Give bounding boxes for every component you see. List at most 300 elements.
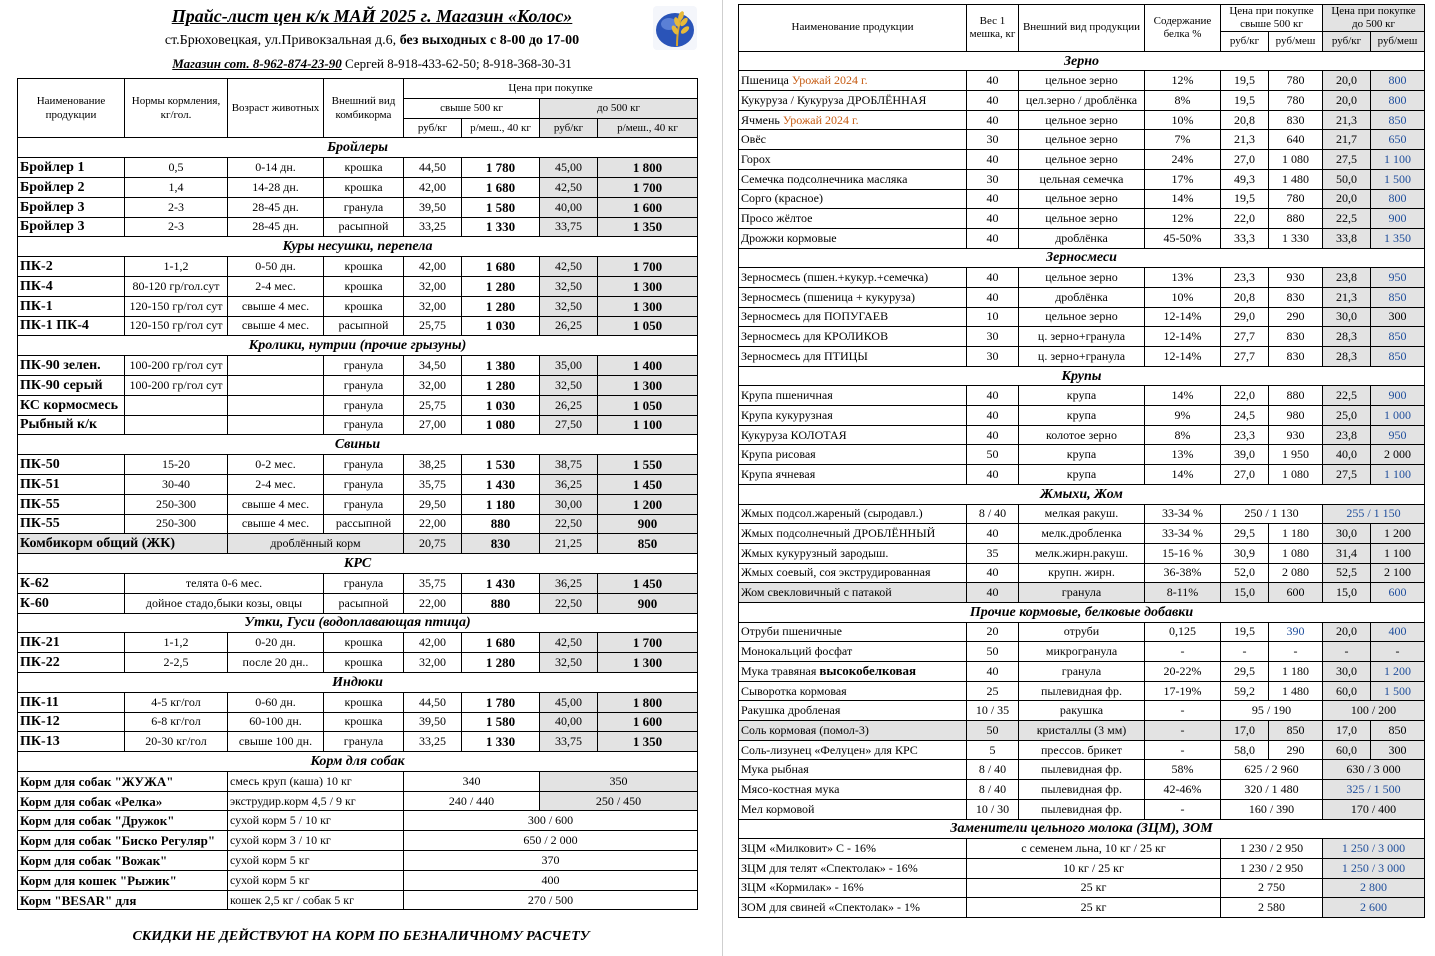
bag-weight: 30 — [967, 169, 1019, 189]
price-over: 340 — [404, 771, 540, 791]
product-row — [739, 760, 1425, 780]
price-over-kg: 27,0 — [1221, 465, 1269, 485]
bag-weight: 40 — [967, 150, 1019, 170]
product-name — [739, 662, 967, 682]
product-form: цельное зерно — [1019, 71, 1145, 91]
protein-content: 42-46% — [1145, 780, 1221, 800]
feed-form: гранула — [324, 197, 404, 217]
feed-row — [18, 732, 698, 752]
price-under-kg: 15,0 — [1323, 583, 1371, 603]
price-under-bag: 850 — [1371, 287, 1425, 307]
col-rubkg2-header: руб/кг — [540, 118, 598, 138]
product-name-text: Кукуруза / Кукуруза ДРОБЛЁННАЯ — [741, 92, 927, 107]
product-name — [739, 307, 967, 327]
price-over-kg: 35,75 — [404, 573, 462, 593]
product-name-text: Пшеница — [741, 73, 792, 88]
feed-row — [18, 415, 698, 435]
price-over-bag: 1 680 — [462, 633, 540, 653]
pet-food-row — [18, 890, 698, 910]
price-over-bag: 1 180 — [1269, 524, 1323, 544]
protein-content: - — [1145, 721, 1221, 741]
price-over-bag: 1 030 — [462, 316, 540, 336]
price-under-kg: 21,3 — [1323, 287, 1371, 307]
bag-weight: 8 / 40 — [967, 504, 1019, 524]
price-over-kg: 32,00 — [404, 276, 462, 296]
price-over-kg: 44,50 — [404, 158, 462, 178]
price-over-kg: 27,7 — [1221, 347, 1269, 367]
product-form: крупн. жирн. — [1019, 563, 1145, 583]
product-name — [739, 91, 967, 111]
price-over-bag: 2 080 — [1269, 563, 1323, 583]
price-over-kg: 35,75 — [404, 474, 462, 494]
feed-form: гранула — [324, 455, 404, 475]
price-under-bag: 1 400 — [598, 356, 698, 376]
price-under: 255 / 1 150 — [1323, 504, 1425, 524]
protein-content: 36-38% — [1145, 563, 1221, 583]
pet-food-row — [18, 851, 698, 871]
price-over-kg: 42,00 — [404, 177, 462, 197]
price-under-kg: 32,50 — [540, 375, 598, 395]
product-name: ПК-90 серый — [18, 375, 125, 395]
price-under-kg: 40,0 — [1323, 445, 1371, 465]
product-form: цельное зерно — [1019, 268, 1145, 288]
protein-content: 9% — [1145, 406, 1221, 426]
price-over-bag: 1 380 — [462, 356, 540, 376]
price-under-bag: 1 350 — [598, 217, 698, 237]
product-form: цельное зерно — [1019, 307, 1145, 327]
product-row — [739, 721, 1425, 741]
feed-price-table — [17, 78, 698, 910]
feed-norm: 1-1,2 — [125, 257, 228, 277]
r-col-rubkg-header: руб/кг — [1221, 32, 1269, 52]
product-name: ПК-90 зелен. — [18, 356, 125, 376]
product-form: пылевидная фр. — [1019, 760, 1145, 780]
feed-form: гранула — [324, 375, 404, 395]
product-name — [739, 740, 967, 760]
feed-norm: 250-300 — [125, 514, 228, 534]
protein-content: 10% — [1145, 287, 1221, 307]
product-name: Корм для собак "Биско Регуляр" — [18, 831, 228, 851]
protein-content: 58% — [1145, 760, 1221, 780]
price-over-bag: 830 — [462, 534, 540, 554]
price: 300 / 600 — [404, 811, 698, 831]
other-phones: Сергей 8-918-433-62-50; 8-918-368-30-31 — [341, 56, 572, 71]
price-over-kg: 22,0 — [1221, 386, 1269, 406]
price-over: 1 230 / 2 950 — [1221, 839, 1323, 859]
product-row — [739, 583, 1425, 603]
price-under-bag: 1 100 — [598, 415, 698, 435]
price-over-bag: 850 — [1269, 721, 1323, 741]
feed-row — [18, 633, 698, 653]
product-name: Бройлер 3 — [18, 217, 125, 237]
price-over-bag: 1 080 — [462, 415, 540, 435]
price-over-bag: 830 — [1269, 110, 1323, 130]
feed-norm: 100-200 гр/гол сут — [125, 356, 228, 376]
price-over-bag: 1 580 — [462, 712, 540, 732]
price-under-kg: 20,0 — [1323, 189, 1371, 209]
product-form: ракушка — [1019, 701, 1145, 721]
price-under-bag: 1 200 — [1371, 524, 1425, 544]
price-under-bag: 1 700 — [598, 257, 698, 277]
protein-content: 7% — [1145, 130, 1221, 150]
feed-form: дроблённый корм — [228, 534, 404, 554]
product-name: ПК-50 — [18, 455, 125, 475]
price-under-bag: 1 600 — [598, 712, 698, 732]
product-name — [739, 71, 967, 91]
price-under-kg: 22,50 — [540, 514, 598, 534]
product-name: ПК-55 — [18, 514, 125, 534]
product-name — [739, 465, 967, 485]
price-over-bag: 880 — [1269, 209, 1323, 229]
protein-content: 14% — [1145, 189, 1221, 209]
product-name: ЗЦМ «Кормилак» - 16% — [739, 878, 967, 898]
price-under-bag: 900 — [1371, 386, 1425, 406]
product-row — [739, 347, 1425, 367]
price-over-kg: 27,00 — [404, 415, 462, 435]
price-under-kg: 20,0 — [1323, 91, 1371, 111]
feed-row — [18, 177, 698, 197]
product-form: мелк.жирн.ракуш. — [1019, 543, 1145, 563]
product-name: К-62 — [18, 573, 125, 593]
price-under-kg: 31,4 — [1323, 543, 1371, 563]
price-over-bag: 1 280 — [462, 276, 540, 296]
product-form: крупа — [1019, 406, 1145, 426]
product-row — [739, 504, 1425, 524]
price-under-kg: 52,5 — [1323, 563, 1371, 583]
section-title: Заменители цельного молока (ЗЦМ), ЗОМ — [739, 819, 1425, 839]
product-form: пылевидная фр. — [1019, 780, 1145, 800]
product-name-text: Крупа ячневая — [741, 466, 816, 481]
price: 270 / 500 — [404, 890, 698, 910]
product-row — [739, 799, 1425, 819]
price-under-bag: 650 — [1371, 130, 1425, 150]
price-under-kg: 22,5 — [1323, 386, 1371, 406]
price-over-bag: 1 180 — [462, 494, 540, 514]
product-name — [739, 760, 967, 780]
animal-age: свыше 4 мес. — [228, 514, 324, 534]
col-norm-header: Нормы кормления, кг/гол. — [125, 79, 228, 138]
address-text: ст.Брюховецкая, ул.Привокзальная д.6, — [164, 33, 400, 48]
price-over-kg: 58,0 — [1221, 740, 1269, 760]
r-col-weight-header: Вес 1 мешка, кг — [967, 5, 1019, 52]
price-under-bag: 1 050 — [598, 395, 698, 415]
product-name — [739, 780, 967, 800]
product-name-text: Жмых подсол.жареный (сыродавл.) — [741, 506, 923, 521]
product-name: ЗЦМ для телят «Спектолак» - 16% — [739, 858, 967, 878]
price-over: 240 / 440 — [404, 791, 540, 811]
page-divider — [722, 0, 723, 956]
price-under-kg: 42,50 — [540, 257, 598, 277]
product-name — [739, 169, 967, 189]
product-name — [739, 347, 967, 367]
product-name — [739, 327, 967, 347]
animal-age: свыше 100 дн. — [228, 732, 324, 752]
feed-form: крошка — [324, 633, 404, 653]
price-under: 2 800 — [1323, 878, 1425, 898]
product-name — [739, 701, 967, 721]
feed-row — [18, 257, 698, 277]
product-name: Корм "BESAR" для — [18, 890, 228, 910]
price-under: 630 / 3 000 — [1323, 760, 1425, 780]
price-over-bag: 830 — [1269, 327, 1323, 347]
price-over-kg: 22,00 — [404, 514, 462, 534]
price-under-bag: 1 450 — [598, 474, 698, 494]
bag-weight: 30 — [967, 347, 1019, 367]
price-over: 1 230 / 2 950 — [1221, 858, 1323, 878]
animal-age — [228, 415, 324, 435]
product-name — [739, 406, 967, 426]
product-row — [739, 307, 1425, 327]
feed-row — [18, 296, 698, 316]
price: 650 / 2 000 — [404, 831, 698, 851]
section-title: Зерносмеси — [739, 248, 1425, 268]
price-over-kg: 19,5 — [1221, 71, 1269, 91]
product-name-text: Жом свекловичный с патакой — [741, 585, 892, 600]
bag-weight: 40 — [967, 287, 1019, 307]
feed-form: крошка — [324, 692, 404, 712]
price-over-bag: 830 — [1269, 347, 1323, 367]
bag-weight: 40 — [967, 662, 1019, 682]
product-row — [739, 780, 1425, 800]
product-name-text: Мясо-костная мука — [741, 781, 840, 796]
pet-food-row — [18, 870, 698, 890]
price-under-kg: 27,50 — [540, 415, 598, 435]
product-form: ц. зерно+гранула — [1019, 327, 1145, 347]
price-under-bag: 1 800 — [598, 692, 698, 712]
price-under-bag: 1 200 — [598, 494, 698, 514]
price-under-bag: 1 200 — [1371, 662, 1425, 682]
price-over-kg: 24,5 — [1221, 406, 1269, 426]
protein-content: 8% — [1145, 91, 1221, 111]
product-name-text: Соль кормовая (помол-3) — [741, 722, 869, 737]
product-form: дроблёнка — [1019, 287, 1145, 307]
feed-norm: 1-1,2 — [125, 633, 228, 653]
price-under-kg: 27,5 — [1323, 150, 1371, 170]
price-under-bag: 1 700 — [598, 177, 698, 197]
product-form: цельное зерно — [1019, 110, 1145, 130]
price-over-kg: 29,5 — [1221, 524, 1269, 544]
protein-content: 12-14% — [1145, 307, 1221, 327]
product-desc: 25 кг — [967, 898, 1221, 918]
bag-weight: 50 — [967, 642, 1019, 662]
product-form: цельное зерно — [1019, 150, 1145, 170]
r-col-under-header: Цена при покупке до 500 кг — [1323, 5, 1425, 32]
product-name: КС кормосмесь — [18, 395, 125, 415]
price-under-bag: 600 — [1371, 583, 1425, 603]
feed-norm — [125, 415, 228, 435]
price-over-bag: 1 580 — [462, 197, 540, 217]
protein-content: 33-34 % — [1145, 504, 1221, 524]
price-over-kg: 19,5 — [1221, 622, 1269, 642]
price-under-bag: 950 — [1371, 268, 1425, 288]
feed-form: расыпной — [324, 217, 404, 237]
section-title-row — [739, 819, 1425, 839]
feed-row — [18, 375, 698, 395]
product-name-text: Крупа пшеничная — [741, 388, 833, 403]
price-under-bag: 1 050 — [598, 316, 698, 336]
product-desc: 25 кг — [967, 878, 1221, 898]
price-over-bag: 1 330 — [1269, 228, 1323, 248]
feed-row — [18, 712, 698, 732]
price: 370 — [404, 851, 698, 871]
product-name-text: Дрожжи кормовые — [741, 230, 837, 245]
product-form: цел.зерно / дроблёнка — [1019, 91, 1145, 111]
price-over-kg: 39,50 — [404, 712, 462, 732]
price-under-kg: 17,0 — [1323, 721, 1371, 741]
price-over-kg: - — [1221, 642, 1269, 662]
product-name: ПК-55 — [18, 494, 125, 514]
price-over-kg: 23,3 — [1221, 268, 1269, 288]
price-under-bag: 1 500 — [1371, 169, 1425, 189]
price-over-kg: 38,25 — [404, 455, 462, 475]
product-form: мелк.дробленка — [1019, 524, 1145, 544]
price-over-bag: 780 — [1269, 91, 1323, 111]
product-name-text: Зерносмесь для ПОПУГАЕВ — [741, 309, 889, 324]
bag-weight: 8 / 40 — [967, 780, 1019, 800]
shop-phone: Магазин сот. 8-962-874-23-90 — [172, 56, 342, 71]
bag-weight: 30 — [967, 130, 1019, 150]
product-row — [739, 642, 1425, 662]
section-title-row — [739, 51, 1425, 71]
feed-norm: 2-3 — [125, 197, 228, 217]
price-under-kg: - — [1323, 642, 1371, 662]
bag-weight: 50 — [967, 721, 1019, 741]
working-hours: без выходных с 8-00 до 17-00 — [399, 33, 580, 48]
product-row — [739, 445, 1425, 465]
product-name — [739, 524, 967, 544]
price-over-bag: 980 — [1269, 406, 1323, 426]
animal-age — [228, 375, 324, 395]
product-name-text: Сыворотка кормовая — [741, 683, 847, 698]
col-rubkg-header: руб/кг — [404, 118, 462, 138]
product-desc: с семенем льна, 10 кг / 25 кг — [967, 839, 1221, 859]
feed-form: крошка — [324, 296, 404, 316]
price-over-bag: 1 480 — [1269, 169, 1323, 189]
protein-content: 13% — [1145, 268, 1221, 288]
protein-content: 45-50% — [1145, 228, 1221, 248]
bag-weight: 25 — [967, 681, 1019, 701]
r-col-form-header: Внешний вид продукции — [1019, 5, 1145, 52]
feed-norm: 6-8 кг/гол — [125, 712, 228, 732]
price-over-bag: 640 — [1269, 130, 1323, 150]
protein-content: 13% — [1145, 445, 1221, 465]
feed-norm: 1,4 — [125, 177, 228, 197]
product-name-text: Крупа кукурузная — [741, 407, 833, 422]
feed-form: гранула — [324, 356, 404, 376]
feed-form: гранула — [324, 395, 404, 415]
protein-content: 33-34 % — [1145, 524, 1221, 544]
price-under-kg: 50,0 — [1323, 169, 1371, 189]
price-over-bag: 1 530 — [462, 455, 540, 475]
feed-row — [18, 197, 698, 217]
feed-row — [18, 395, 698, 415]
price-under-kg: 45,00 — [540, 692, 598, 712]
product-name: ПК-13 — [18, 732, 125, 752]
col-over-header: свыше 500 кг — [404, 98, 540, 118]
bag-weight: 40 — [967, 268, 1019, 288]
price-under-kg: 42,50 — [540, 633, 598, 653]
price-under-bag: 850 — [1371, 110, 1425, 130]
feed-row — [18, 158, 698, 178]
section-title-row — [18, 752, 698, 772]
price-over-kg: 25,75 — [404, 395, 462, 415]
feed-norm: 2-2,5 — [125, 653, 228, 673]
feed-row — [18, 653, 698, 673]
product-name — [739, 681, 967, 701]
product-name-text: Просо жёлтое — [741, 211, 813, 226]
price-over-bag: 1 080 — [1269, 543, 1323, 563]
product-form: прессов. брикет — [1019, 740, 1145, 760]
animal-age: 0-14 дн. — [228, 158, 324, 178]
protein-content: - — [1145, 740, 1221, 760]
product-row — [739, 406, 1425, 426]
product-form: ц. зерно+гранула — [1019, 347, 1145, 367]
feed-form: расыпной — [324, 593, 404, 613]
animal-age: 60-100 дн. — [228, 712, 324, 732]
product-row — [739, 91, 1425, 111]
price-under-bag: 950 — [1371, 425, 1425, 445]
protein-content: 17% — [1145, 169, 1221, 189]
product-desc: кошек 2,5 кг / собак 5 кг — [228, 890, 404, 910]
product-name: ПК-22 — [18, 653, 125, 673]
product-row — [739, 681, 1425, 701]
price-under-kg: 26,25 — [540, 395, 598, 415]
product-name — [739, 189, 967, 209]
col-under-header: до 500 кг — [540, 98, 698, 118]
product-desc: 10 кг / 25 кг — [967, 858, 1221, 878]
feed-norm: 0,5 — [125, 158, 228, 178]
product-desc: сухой корм 5 кг — [228, 851, 404, 871]
product-name: ЗОМ для свиней «Спектолак» - 1% — [739, 898, 967, 918]
price-under-kg: 40,00 — [540, 197, 598, 217]
price-under-bag: 1 100 — [1371, 465, 1425, 485]
r-col-rubkg2-header: руб/кг — [1323, 32, 1371, 52]
price-over-bag: 780 — [1269, 71, 1323, 91]
feed-norm: 4-5 кг/гол — [125, 692, 228, 712]
page-title: Прайс-лист цен к/к МАЙ 2025 г. Магазин «Колос» — [171, 6, 573, 26]
price-under-kg: 30,0 — [1323, 662, 1371, 682]
price-under-kg: 42,50 — [540, 177, 598, 197]
product-row — [739, 622, 1425, 642]
product-form: дроблёнка — [1019, 228, 1145, 248]
price-under-bag: 2 100 — [1371, 563, 1425, 583]
price-over-bag: 290 — [1269, 740, 1323, 760]
price-over-kg: 17,0 — [1221, 721, 1269, 741]
price-under-bag: 1 300 — [598, 276, 698, 296]
price-over-bag: 880 — [462, 593, 540, 613]
price-under: 2 600 — [1323, 898, 1425, 918]
product-name: ПК-1 — [18, 296, 125, 316]
price-over-kg: 39,50 — [404, 197, 462, 217]
product-desc: экструдир.корм 4,5 / 9 кг — [228, 791, 404, 811]
price-over-kg: 34,50 — [404, 356, 462, 376]
feed-row — [18, 217, 698, 237]
price-under: 250 / 450 — [540, 791, 698, 811]
section-title: Крупы — [739, 366, 1425, 386]
price-under-bag: 800 — [1371, 189, 1425, 209]
feed-row — [18, 474, 698, 494]
product-row — [739, 543, 1425, 563]
price-over-bag: 780 — [1269, 189, 1323, 209]
price-over-kg: 32,00 — [404, 653, 462, 673]
price-under: 325 / 1 500 — [1323, 780, 1425, 800]
bag-weight: 50 — [967, 445, 1019, 465]
product-name — [739, 150, 967, 170]
price-over-bag: 1 280 — [462, 653, 540, 673]
feed-row — [18, 276, 698, 296]
product-name: ПК-51 — [18, 474, 125, 494]
price-under: 100 / 200 — [1323, 701, 1425, 721]
